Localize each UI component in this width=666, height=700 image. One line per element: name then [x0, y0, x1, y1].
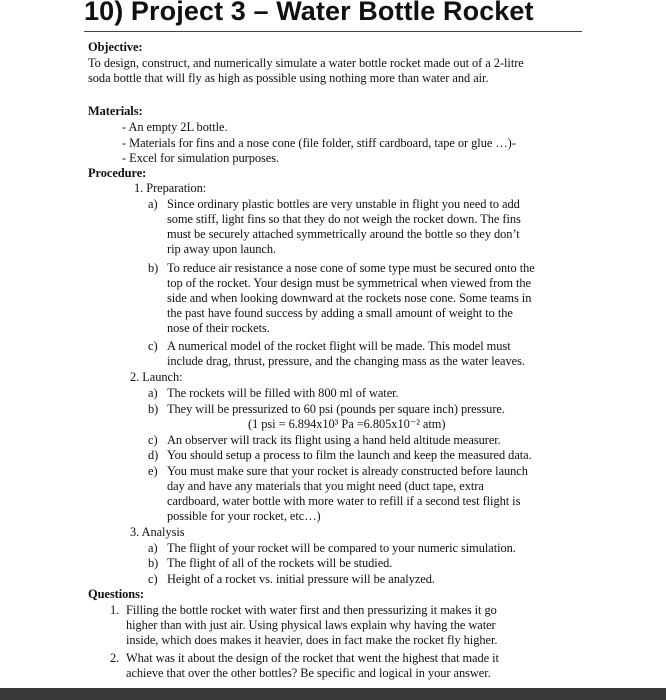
materials-heading: Materials: [88, 104, 143, 118]
item-text: day and have any materials that you might need (duct tape, extra [167, 479, 484, 493]
bottom-edge-bar [0, 688, 666, 700]
materials-item: - An empty 2L bottle. [122, 120, 228, 134]
materials-item: - Materials for fins and a nose cone (file folder, stiff cardboard, tape or glue …)- [122, 136, 516, 150]
item-text: The flight of your rocket will be compared to your numeric simulation. [167, 541, 516, 555]
step-2-label: 2. Launch: [130, 370, 183, 384]
item-text: rip away upon launch. [167, 242, 277, 256]
item-text: Height of a rocket vs. initial pressure will be analyzed. [167, 572, 435, 586]
question-text: What was it about the design of the rocket that went the highest that made it [126, 651, 499, 665]
item-text: Since ordinary plastic bottles are very unstable in flight you need to add [167, 197, 520, 211]
item-marker: c) [148, 339, 158, 353]
objective-line: To design, construct, and numerically simulate a water bottle rocket made out of a 2-litre [88, 56, 524, 70]
objective-heading: Objective: [88, 40, 143, 54]
item-text: possible for your rocket, etc…) [167, 509, 321, 523]
conversion-equation: (1 psi = 6.894x10³ Pa =6.805x10⁻² atm) [248, 417, 446, 431]
question-text: Filling the bottle rocket with water first and then pressurizing it makes it go [126, 603, 497, 617]
step-1-label: 1. Preparation: [134, 181, 207, 195]
item-text: include drag, thrust, pressure, and the changing mass as the water leaves. [167, 354, 525, 368]
item-marker: e) [148, 464, 158, 478]
step-3-label: 3. Analysis [130, 525, 185, 539]
item-marker: b) [148, 402, 159, 416]
item-text: An observer will track its flight using a hand held altitude measurer. [167, 433, 501, 447]
item-marker: c) [148, 572, 158, 586]
item-text: The flight of all of the rockets will be studied. [167, 556, 393, 570]
title-underline [84, 31, 582, 32]
item-marker: a) [148, 541, 158, 555]
question-number: 1. [110, 603, 120, 617]
item-marker: b) [148, 556, 159, 570]
item-text: The rockets will be filled with 800 ml of water. [167, 386, 399, 400]
question-text: achieve that over the other bottles? Be specific and logical in your answer. [126, 666, 491, 680]
item-text: nose of their rockets. [167, 321, 270, 335]
item-text: You must make sure that your rocket is already constructed before launch [167, 464, 528, 478]
item-text: the past have found success by adding a small amount of weight to the [167, 306, 513, 320]
question-text: inside, which does makes it heavier, does in fact make the rocket fly higher. [126, 633, 498, 647]
item-text: cardboard, water bottle with more water to refill if a second test flight is [167, 494, 521, 508]
objective-line: soda bottle that will fly as high as possible using nothing more than water and air. [88, 71, 489, 85]
item-marker: a) [148, 386, 158, 400]
question-text: higher than with just air. Using physical laws explain why having the water [126, 618, 496, 632]
item-marker: b) [148, 261, 159, 275]
materials-item: - Excel for simulation purposes. [122, 151, 280, 165]
item-marker: d) [148, 448, 159, 462]
item-text: A numerical model of the rocket flight will be made. This model must [167, 339, 511, 353]
item-marker: c) [148, 433, 158, 447]
item-text: must be securely attached symmetrically around the bottle so they don’t [167, 227, 520, 241]
item-text: You should setup a process to film the launch and keep the measured data. [167, 448, 532, 462]
questions-heading: Questions: [88, 587, 144, 601]
item-text: They will be pressurized to 60 psi (pounds per square inch) pressure. [167, 402, 505, 416]
item-text: To reduce air resistance a nose cone of some type must be secured onto the [167, 261, 535, 275]
item-text: top of the rocket. Your design must be symmetrical when viewed from the [167, 276, 531, 290]
item-marker: a) [148, 197, 158, 211]
item-text: side and when looking downward at the rockets nose cone. Some teams in [167, 291, 532, 305]
procedure-heading: Procedure: [88, 166, 147, 180]
question-number: 2. [110, 651, 120, 665]
page-title: 10) Project 3 – Water Bottle Rocket [84, 0, 534, 26]
item-text: some stiff, light fins so that they do not weigh the rocket down. The fins [167, 212, 521, 226]
